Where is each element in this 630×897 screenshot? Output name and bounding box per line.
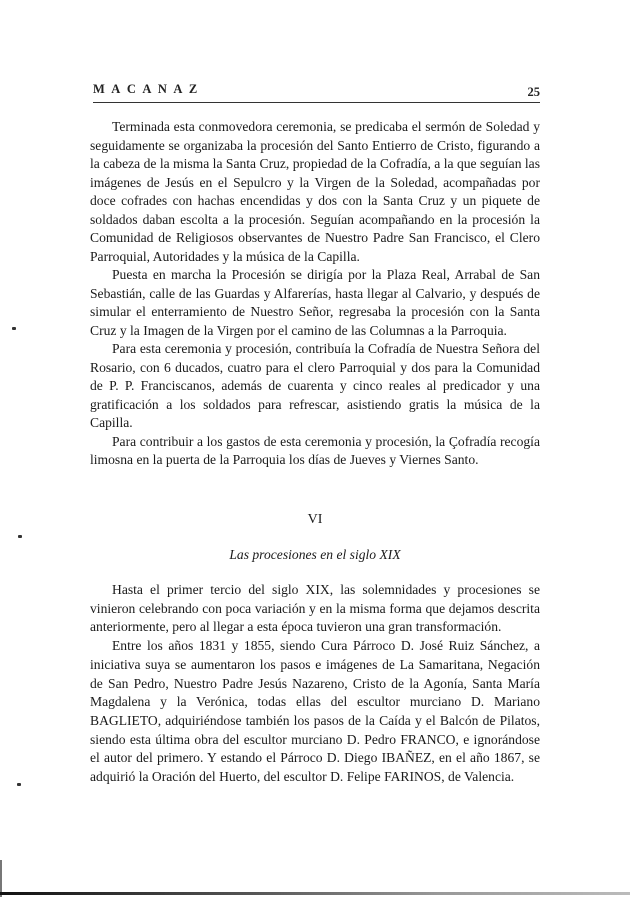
- scan-speck: [12, 327, 16, 330]
- page-number: 25: [527, 85, 540, 99]
- paragraph: Entre los años 1831 y 1855, siendo Cura Párroco D. José Ruiz Sánchez, a iniciativa suya se aumentaron los pasos e imágenes de La Samaritana, Negación de San Pedro, Nuestro Padre Jesús Nazareno, Cristo de la Agonía, Santa María Magdalena y la Verónica, todas ellas del escultor murciano D. Mariano BAGLIETO, adquiriéndose también los pasos de la Caída y el Balcón de Pilatos, siendo esta última obra del escultor murciano D. Pedro FRANCO, e ignorándose el autor del primero. Y estando el Párroco D. Diego IBAÑEZ, en el año 1867, se adquirió la Oración del Huerto, del escultor D. Felipe FARINOS, de Valencia.: [90, 638, 540, 785]
- paragraph: Puesta en marcha la Procesión se dirigía por la Plaza Real, Arrabal de San Sebastián, calle de las Guardas y Alfarerías, hasta llegar al Calvario, y después de simular el enterramiento de Nuestro Señor, regresaba la procesión con la Santa Cruz y la Imagen de la Virgen por el camino de las Columnas a la Parroquia.: [90, 267, 540, 338]
- paragraph: Para contribuir a los gastos de esta ceremonia y procesión, la Çofradía recogía limosna en la puerta de la Parroquia los días de Jueves y Viernes Santo.: [90, 433, 540, 467]
- paragraph: Hasta el primer tercio del siglo XIX, las solemnidades y procesiones se vinieron celebrando con poca variación y en la misma forma que dejamos descrita anteriormente, pero al llegar a esta época tuvieron una gran transformación.: [90, 582, 540, 635]
- paragraph: Para esta ceremonia y procesión, contribuía la Cofradía de Nuestra Señora del Rosario, con 6 ducados, cuatro para el clero Parroquial y dos para la Comunidad de P. P. Franciscanos, además de cuarenta y cinco reales al predicador y una gratificación a los soldados para refrescar, asistiendo gratis la música de la Capilla.: [90, 341, 540, 430]
- body-text-bottom: [90, 581, 540, 787]
- running-header: [93, 80, 540, 103]
- running-title: MACANAZ: [93, 82, 204, 96]
- paragraph: Terminada esta conmovedora ceremonia, se predicaba el sermón de Soledad y seguidamente se organizaba la procesión del Santo Entierro de Cristo, figurando a la cabeza de la misma la Santa Cruz, propiedad de la Cofradía, a la que seguían las imágenes de Jesús en el Sepulcro y la Virgen de la Soledad, acompañadas por doce cofrades con hachas encendidas y dos con la Santa Cruz y un piquete de soldados daban escolta a la procesión. Seguían acompañando en la procesión la Comunidad de Religiosos observantes de Nuestro Padre San Francisco, el Clero Parroquial, Autoridades y la música de la Capilla.: [90, 119, 540, 264]
- section-title: Las procesiones en el siglo XIX: [229, 547, 401, 562]
- body-text-top: [90, 118, 540, 470]
- section-number: VI: [307, 512, 323, 527]
- scan-speck: [18, 535, 22, 538]
- scan-speck: [17, 783, 21, 786]
- scan-bottom-edge: [0, 892, 630, 895]
